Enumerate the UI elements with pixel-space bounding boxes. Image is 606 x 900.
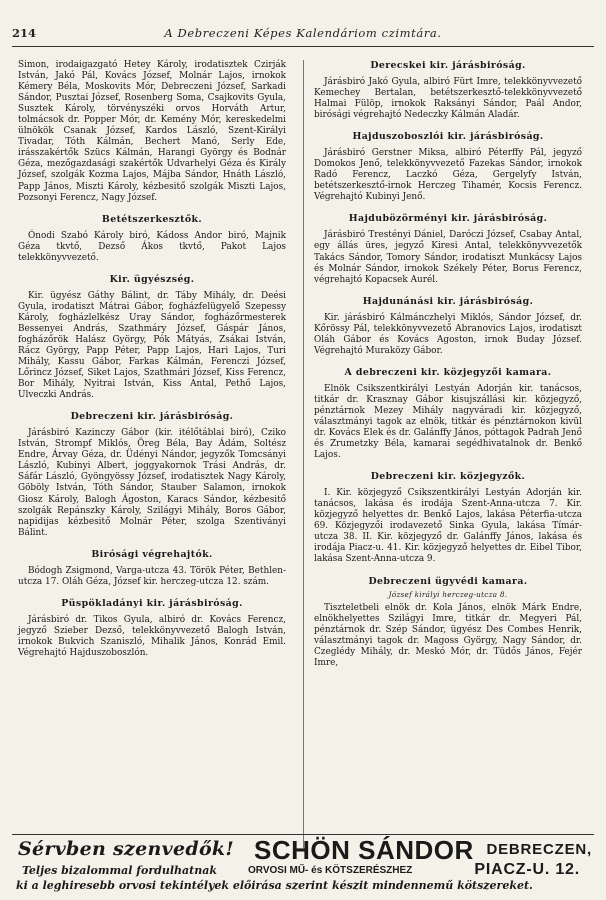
ad-line-3: ki a leghiresebb orvosi tekintélyek előirása szerint készit mindennemű kötszereket.	[16, 879, 533, 892]
intro-paragraph: Simon, irodaigazgató Hetey Károly, irodatisztek Czirják István, Jakó Pál, Kovács József, Molnár Lajos, irnokok Kémery Béla, Moskovits Mór, Debreczeni József, Sarkadi Sándor, Pusztai József, Rosenberg Soma, Csajkovits Gyula, Susztek Károly, törvényszéki orvos Horváth Artur, tolmácsok dr. Popper Mór, dr. Kemény Mór, kereskedelmi ülnökök Csanak József, Kardos László, Szent-Királyi Tivadar, Tóth Kálmán, Bechert Manó, Serly Ede, irásszakértők Szücs Kálmán, Harangi György és Bodnár Géza, mezőgazdasági szakértők Udvarhelyi Géza és Király József, szolgák Kozma Lajos, Májba Sándor, Hnáth László, Papp János, Miszti Károly, kézbesitő szolgák Miszti Lajos, Pozsonyi Ferencz, Nagy József.	[18, 60, 286, 203]
section-heading: Hajduszoboszlói kir. járásbiróság.	[352, 131, 544, 143]
header-rule	[12, 46, 594, 47]
right-column	[314, 60, 582, 669]
section-text: Járásbiró Kazinczy Gábor (kir. itélőtáblai biró), Cziko István, Strompf Miklós, Öreg Béla, Bay Ádám, Soltész Endre, Árvay Géza, dr. Üdényi Nándor, jegyzők Tomcsányi László, Kubinyi Albert, joggyakornok Trási András, dr. Sáfár László, Gyöngyössy József, irodatisztek Nagy Károly, Göböly István, Tóth Sándor, Stauber Salamon, irnokok Giosz Károly, Balogh Ágoston, Karacs Sándor, kézbesitő szolgák Repánszky Károly, Szilágyi Mihály, Boros Gábor, napidijas kézbesitő Molnár Péter, szolga Szentiványi Bálint.	[18, 428, 286, 538]
ad-headline: Sérvben szenvedők!	[18, 838, 235, 860]
section-text: I. Kir. közjegyző Csikszentkirályi Lestyán Adorján kir. tanácsos, lakása és irodája Szent-Anna-utcza 7. Kir. közjegyző helyettes dr. Benkő Lajos, lakása Péterfia-utcza 69. Közjegyzői irodavezető Sinka Gyula, lakása Tímár-utcza 38. II. Kir. közjegyző dr. Galánffy János, lakása és irodája Piacz-u. 41. Kir. közjegyző helyettes dr. Eibel Tibor, lakása Szent-Anna-utcza 9.	[314, 488, 582, 565]
section-text: Járásbiró Jakó Gyula, albiró Fürt Imre, telekkönyvvezető Kemechey Bertalan, betétszerkesztő-telekkönyvvezető Halmai Fülöp, irnokok Raksányi Sándor, Paál Andor, birósági végrehajtó Nedeczky Kálmán Aladár.	[314, 77, 582, 121]
section-text: Járásbiró dr. Tikos Gyula, albiró dr. Kovács Ferencz, jegyző Szieber Dezső, telekkönyvvezető Balogh István, irnokok Bukvich Szaniszló, Mihalik János, Konrád Emil. Végrehajtó Hajduszoboszlón.	[18, 614, 286, 658]
ad-city: DEBRECZEN,	[486, 841, 592, 858]
section-text: Bódogh Zsigmond, Varga-utcza 43. Török Péter, Bethlen-utcza 17. Oláh Géza, József kir. herczeg-utcza 12. szám.	[18, 565, 286, 587]
ad-address: PIACZ-U. 12.	[474, 861, 580, 878]
section-heading: Birósági végrehajtók.	[91, 548, 213, 560]
section-text: Kir. ügyész Gáthy Bálint, dr. Táby Mihály, dr. Deési Gyula, irodatiszt Mátrai Gábor, fogházfelügyelő Szepessy Károly, fogházlelkész Uray Sándor, fogházőrmesterek Bessenyei András, Szathmáry József, Gáspár János, fogházőrök Halász György, Pók Mátyás, Zsákai István, Rácz György, Papp Péter, Papp Lajos, Hari Lajos, Turi Mihály, Kassu Gábor, Farkas Kálmán, Ferenczi József, Lőrincz József, Siket Lajos, Szathmári József, Kiss Ferencz, Bor Mihály, Nyitrai István, Kiss Antal, Pethő Lajos, Ulveczki András.	[18, 290, 286, 401]
section-text: Járásbiró Trestényi Dániel, Daróczi József, Csabay Antal, egy állás üres, jegyző Kiresi Antal, telekkönyvvezetők Takács Sándor, Tomory Sándor, irodatiszt Munkácsy Lajos és Molnár Sándor, irnokok Székely Péter, Borus Ferencz, végrehajtó Kopacsek Aurél.	[314, 230, 582, 285]
ad-line-2: Teljes bizalommal fordulhatnak	[22, 864, 217, 877]
section-heading: A debreczeni kir. közjegyzői kamara.	[344, 366, 552, 378]
section-heading: Betétszerkesztők.	[101, 213, 203, 225]
running-title: A Debreczeni Képes Kalendáriom czimtára.	[164, 26, 442, 40]
ad-brand: SCHÖN SÁNDOR	[254, 835, 474, 865]
section-text: Elnök Csikszentkirályi Lestyán Adorján kir. tanácsos, titkár dr. Krasznay Gábor kisujszállási kir. közjegyző, pénztárnok Mezey Mihály nagyváradi kir. közjegyző, választmányi tagok az elnök, titkár és pénztárnokon kivül dr. Kovács Elek és dr. Galánffy János, póttagok Padrah Jenő és Zrumetzky Béla, kamarai segédhivatalnok dr. Benkő Lajos.	[314, 383, 582, 461]
section-subnote: József királyi herczeg-utcza 8.	[388, 589, 508, 599]
left-column	[18, 60, 286, 659]
section-text: Ónodi Szabó Károly biró, Kádoss Andor biró, Majnik Géza tkvtő, Dezső Ákos tkvtő, Pakot Lajos telekkönyvvezető.	[18, 230, 286, 263]
section-heading: Debreczeni kir. járásbiróság.	[70, 411, 234, 423]
page-number: 214	[12, 26, 37, 40]
section-heading: Hajdunánási kir. járásbiróság.	[362, 295, 534, 307]
section-heading: Derecskei kir. járásbiróság.	[370, 60, 526, 71]
section-heading: Hajdubözörményi kir. járásbiróság.	[348, 213, 548, 225]
ad-tagline: ORVOSI MŰ- és KÖTSZERÉSZHEZ	[248, 865, 413, 876]
column-divider	[303, 60, 304, 848]
section-text: Kir. járásbiró Kálmánczhelyi Miklós, Sándor József, dr. Kőrössy Pál, telekkönyvvezető Abranovics Lajos, irodatiszt Oláh Gábor és Kovács Agoston, irnok Buday József. Végrehajtó Muraközy Gábor.	[314, 312, 582, 356]
page-header	[12, 26, 594, 44]
section-heading: Debreczeni ügyvédi kamara.	[368, 575, 528, 587]
section-heading: Debreczeni kir. közjegyzők.	[370, 471, 526, 483]
advertisement	[12, 835, 594, 892]
section-heading: Kir. ügyészség.	[109, 273, 195, 285]
section-text: Tiszteletbeli elnök dr. Kola János, elnök Márk Endre, elnökhelyettes Szilágyi Imre, titkár dr. Megyeri Pál, pénztárnok dr. Szép Sándor, ügyész Des Combes Henrik, választmányi tagok dr. Magoss György, Nagy Sándor, dr. Czeglédy Mihály, dr. Meskó Mór, dr. Tüdős János, Fejér Imre,	[314, 602, 582, 668]
section-heading: Püspökladányi kir. járásbiróság.	[61, 597, 243, 609]
section-text: Járásbiró Gerstner Miksa, albiró Péterffy Pál, jegyző Domokos Jenő, telekkönyvvezető Fazekas Sándor, irnokok Radó Ferencz, Laczkó Géza, Gergelyfy István, betétszerkesztő-irnok Herczeg Tihamér, Kocsis Ferencz. Végrehajtó Kubinyi Jenő.	[314, 148, 582, 203]
